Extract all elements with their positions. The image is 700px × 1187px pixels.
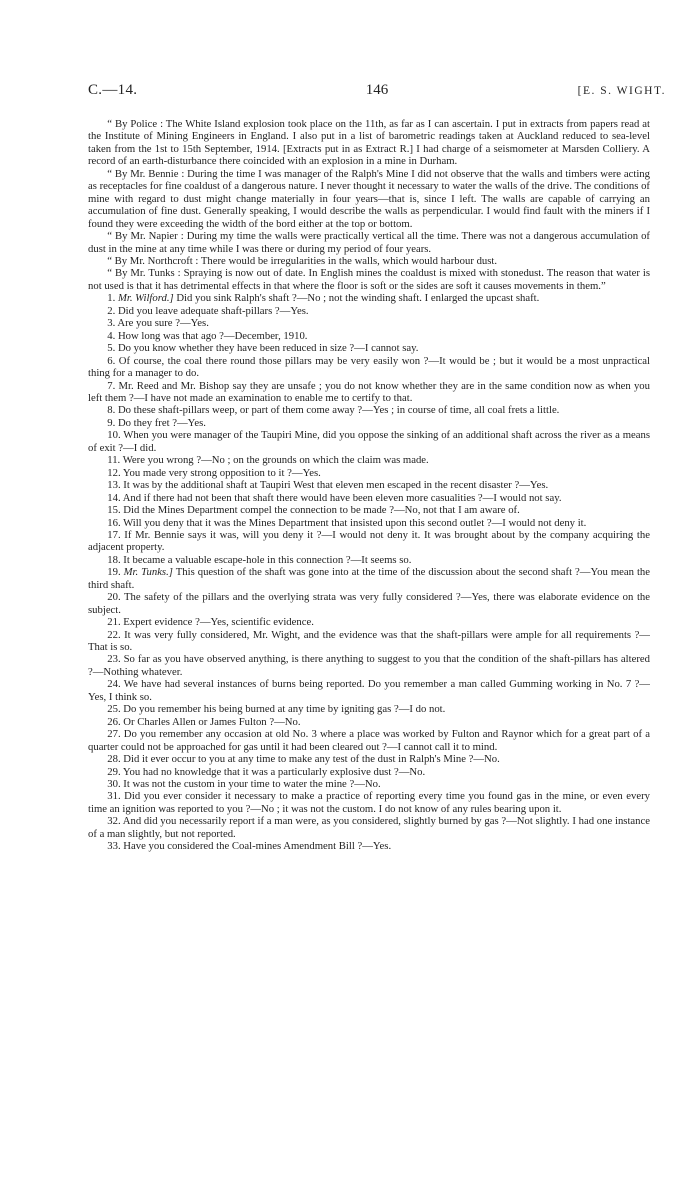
paragraph — [88, 629, 650, 654]
paragraph-text: “ By Mr. Northcroft : There would be irregularities in the walls, which would harbour dust. — [107, 254, 498, 267]
paragraph-text: 21. Expert evidence ?—Yes, scientific evidence. — [107, 616, 314, 629]
paragraph — [88, 790, 650, 815]
examiner-name: Mr. Wilford.] — [117, 292, 174, 305]
paragraph — [88, 616, 650, 628]
paragraph — [88, 168, 650, 230]
paragraph — [88, 703, 650, 715]
paragraph-text: 4. How long was that ago ?—December, 1910. — [107, 329, 308, 342]
paragraph-text: 26. Or Charles Allen or James Fulton ?—No. — [107, 715, 301, 728]
paragraph — [88, 815, 650, 840]
paragraph — [88, 653, 650, 678]
paragraph — [88, 566, 650, 591]
paragraph — [88, 404, 650, 416]
paragraph — [88, 766, 650, 778]
paragraph — [88, 342, 650, 354]
paragraph-text: 25. Do you remember his being burned at any time by igniting gas ?—I do not. — [107, 703, 446, 716]
paragraph-text: 12. You made very strong opposition to it ?—Yes. — [107, 466, 321, 479]
paragraph — [88, 591, 650, 616]
paragraph-text: 22. It was very fully considered, Mr. Wight, and the evidence was that the shaft-pillars were ample for all requirements ?—That is so. — [88, 628, 650, 654]
paragraph-text: 2. Did you leave adequate shaft-pillars ?—Yes. — [107, 304, 309, 317]
paragraph — [88, 517, 650, 529]
page-header — [88, 82, 666, 104]
examiner-name: Mr. Tunks.] — [123, 566, 173, 579]
paragraph — [88, 840, 650, 852]
paragraph-text: This question of the shaft was gone into at the time of the discussion about the second shaft ?—You mean the third shaft. — [88, 566, 651, 591]
paragraph-text: 3. Are you sure ?—Yes. — [107, 317, 209, 330]
paragraph-text: 29. You had no knowledge that it was a particularly explosive dust ?—No. — [107, 765, 426, 778]
paragraph-text: “ By Police : The White Island explosion took place on the 11th, as far as I can ascertain. I put in extracts from papers read at the Institute of Mining Engineers in England. I also put in a list of barometric readings taken at Auckland reduced to sea-level taken from the 1st to 15th September, 1914. [Extracts put in as Extract R.] I had charge of a seismometer at Marsden Colliery. A record of an earth-disturbance there coincided with an explosion in a mine in Durham. — [88, 118, 650, 168]
question-number: 19. — [107, 566, 124, 579]
paragraph-text: 7. Mr. Reed and Mr. Bishop say they are unsafe ; you do not know whether they are in the same condition now as when you left them ?—I have not made an examination to enable me to certify to that. — [88, 379, 650, 404]
paragraph — [88, 529, 650, 554]
paragraph — [88, 716, 650, 728]
paragraph-text: 13. It was by the additional shaft at Taupiri West that eleven men escaped in the recent disaster ?—Yes. — [107, 479, 549, 492]
paragraph — [88, 778, 650, 790]
paragraph — [88, 417, 650, 429]
paragraph-text: Did you sink Ralph's shaft ?—No ; not the winding shaft. I enlarged the upcast shaft. — [173, 292, 540, 305]
paragraph-text: 30. It was not the custom in your time to water the mine ?—No. — [107, 778, 381, 791]
paragraph-text: 15. Did the Mines Department compel the connection to be made ?—No, not that I am aware of. — [107, 504, 520, 517]
document-code: C.—14. — [88, 82, 138, 98]
paragraph — [88, 330, 650, 342]
paragraph-text: 27. Do you remember any occasion at old No. 3 where a place was worked by Fulton and Raynor which for a great part of a quarter could not be approached for gas until it had been cleared out ?—I cannot call it to mind. — [88, 728, 650, 753]
paragraph-text: “ By Mr. Napier : During my time the walls were practically vertical all the time. There was not a dangerous accumulation of dust in the mine at any time while I was there or during my period of four years. — [88, 230, 650, 255]
page-number: 146 — [365, 82, 389, 98]
paragraph-text: “ By Mr. Bennie : During the time I was manager of the Ralph's Mine I did not observe that the walls and timbers were acting as receptacles for fine coaldust of a dangerous nature. I never thought it necessary to water the walls of the drive. The conditions of mine with regard to dust might change materially in four years—that is, since I left. The walls are capable of carrying an accumulation of fine dust. Generally speaking, I would describe the walls as perpendicular. I would find fault with the miners if I found they were exceeding the width of the bord either at the top or bottom. — [88, 167, 650, 230]
paragraph-text: 31. Did you ever consider it necessary to make a practice of reporting every time you found gas in the mine, or even every time an ignition was reported to you ?—No ; it was not the custom. I do not know of any rules bearing upon it. — [88, 790, 650, 815]
paragraph — [88, 554, 650, 566]
paragraph — [88, 678, 650, 703]
paragraph — [88, 292, 650, 304]
paragraph — [88, 305, 650, 317]
paragraph-text: 14. And if there had not been that shaft there would have been eleven more casualities ?—I would not say. — [107, 491, 562, 504]
witness-name: [E. S. WIGHT. — [577, 85, 666, 97]
document-body — [88, 118, 650, 853]
paragraph — [88, 504, 650, 516]
paragraph-text: 23. So far as you have observed anything, is there anything to suggest to you that the condition of the shaft-pillars has altered ?—Nothing whatever. — [88, 653, 650, 678]
paragraph — [88, 255, 650, 267]
paragraph-text: 24. We have had several instances of burns being reported. Do you remember a man called Gumming working in No. 7 ?—Yes, I think so. — [88, 678, 650, 703]
paragraph — [88, 118, 650, 168]
paragraph — [88, 317, 650, 329]
paragraph — [88, 479, 650, 491]
paragraph-text: 17. If Mr. Bennie says it was, will you deny it ?—I would not deny it. It was brought about by the company acquiring the adjacent property. — [88, 528, 650, 554]
paragraph — [88, 467, 650, 479]
paragraph-text: 8. Do these shaft-pillars weep, or part of them come away ?—Yes ; in course of time, all coal frets a little. — [107, 404, 560, 417]
paragraph-text: 33. Have you considered the Coal-mines Amendment Bill ?—Yes. — [107, 840, 392, 853]
paragraph-text: 5. Do you know whether they have been reduced in size ?—I cannot say. — [107, 342, 419, 355]
paragraph — [88, 728, 650, 753]
paragraph-text: 32. And did you necessarily report if a man were, as you considered, slightly burned by gas ?—Not slightly. I had one instance of a man slightly, but not reported. — [88, 815, 650, 840]
paragraph-text: 16. Will you deny that it was the Mines Department that insisted upon this second outlet ?—I would not deny it. — [107, 516, 587, 529]
paragraph-text: 6. Of course, the coal there round those pillars may be very easily won ?—It would be ; but it would be a most unpractical thing for a manager to do. — [88, 354, 650, 380]
paragraph — [88, 492, 650, 504]
paragraph — [88, 753, 650, 765]
paragraph-text: 28. Did it ever occur to you at any time to make any test of the dust in Ralph's Mine ?—No. — [107, 753, 500, 766]
paragraph — [88, 380, 650, 405]
paragraph-text: 18. It became a valuable escape-hole in this connection ?—It seems so. — [107, 553, 412, 566]
paragraph-text: 11. Were you wrong ?—No ; on the grounds on which the claim was made. — [107, 454, 429, 467]
paragraph-text: “ By Mr. Tunks : Spraying is now out of date. In English mines the coaldust is mixed with stonedust. The reason that water is not used is that it has detrimental effects in that where the floor is soft or the sides are soft it causes movements in them.” — [88, 267, 650, 292]
paragraph — [88, 267, 650, 292]
question-number: 1. — [107, 292, 118, 305]
paragraph-text: 10. When you were manager of the Taupiri Mine, did you oppose the sinking of an additional shaft across the river as a means of exit ?—I did. — [88, 429, 650, 454]
paragraph-text: 9. Do they fret ?—Yes. — [107, 416, 206, 429]
paragraph — [88, 355, 650, 380]
paragraph — [88, 454, 650, 466]
paragraph — [88, 230, 650, 255]
paragraph-text: 20. The safety of the pillars and the overlying strata was very fully considered ?—Yes, there was elaborate evidence on the subject. — [88, 591, 650, 616]
paragraph — [88, 429, 650, 454]
